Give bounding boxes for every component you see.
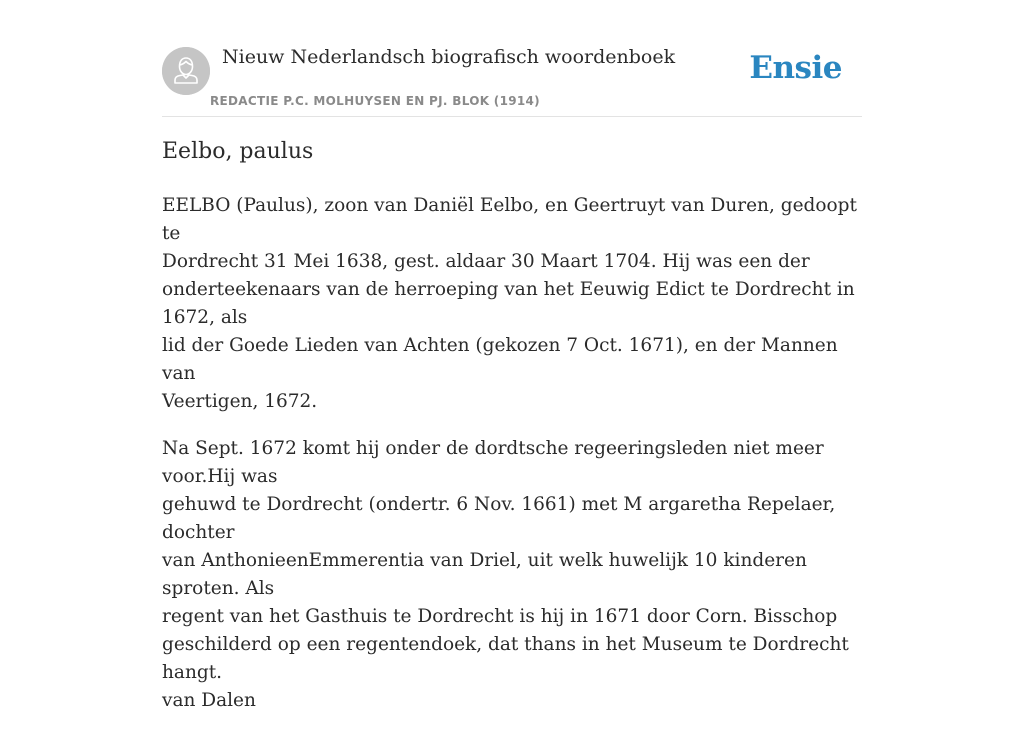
- ensie-logo-link[interactable]: Ensie: [749, 50, 842, 86]
- source-header: [162, 44, 862, 117]
- text-line: van AnthonieenEmmerentia van Driel, uit welk huwelijk 10 kinderen sproten. Als: [162, 550, 807, 599]
- text-line: lid der Goede Lieden van Achten (gekozen 7 Oct. 1671), en der Mannen van: [162, 335, 838, 384]
- text-line: geschilderd op een regentendoek, dat thans in het Museum te Dordrecht hangt.: [162, 634, 849, 683]
- user-silhouette-icon[interactable]: [162, 47, 210, 95]
- text-line: Veertigen, 1672.: [162, 391, 318, 412]
- article-author: van Dalen: [162, 690, 256, 711]
- source-title[interactable]: Nieuw Nederlandsch biografisch woordenboek: [222, 46, 676, 68]
- article-title: Eelbo, paulus: [162, 139, 314, 164]
- article-paragraph-1: [162, 192, 862, 416]
- text-line: Na Sept. 1672 komt hij onder de dordtsche regeeringsleden niet meer voor.Hij was: [162, 438, 824, 487]
- text-line: regent van het Gasthuis te Dordrecht is hij in 1671 door Corn. Bisschop: [162, 606, 838, 627]
- text-line: gehuwd te Dordrecht (ondertr. 6 Nov. 1661) met M argaretha Repelaer, dochter: [162, 494, 836, 543]
- article-paragraph-2: [162, 435, 862, 715]
- source-subtitle: REDACTIE P.C. MOLHUYSEN EN PJ. BLOK (1914): [210, 94, 540, 108]
- article-body: [162, 192, 862, 734]
- text-line: onderteekenaars van de herroeping van het Eeuwig Edict te Dordrecht in 1672, als: [162, 279, 855, 328]
- text-line: EELBO (Paulus), zoon van Daniël Eelbo, en Geertruyt van Duren, gedoopt te: [162, 195, 857, 244]
- text-line: Dordrecht 31 Mei 1638, gest. aldaar 30 Maart 1704. Hij was een der: [162, 251, 810, 272]
